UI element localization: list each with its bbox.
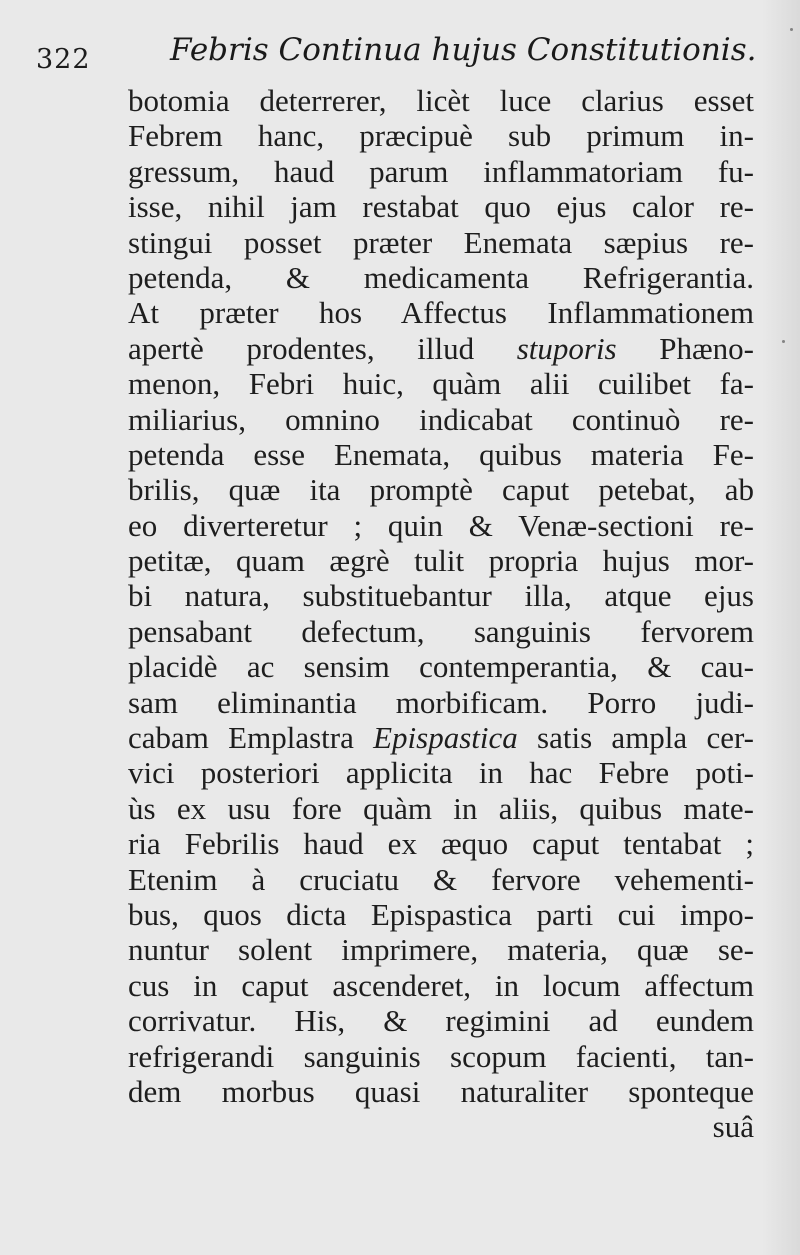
body-text	[128, 83, 754, 1145]
text-line	[128, 578, 754, 613]
text-segment: sam eliminantia morbificam. Porro judi-	[128, 684, 754, 720]
text-segment: miliarius, omnino indicabat continuò re-	[128, 401, 754, 437]
text-segment: gressum, haud parum inflammatoriam fu-	[128, 153, 754, 189]
text-line	[128, 1074, 754, 1109]
text-segment: cus in caput ascenderet, in locum affectum	[128, 967, 754, 1003]
italic-term: stuporis	[516, 330, 617, 366]
text-line	[128, 755, 754, 790]
text-line	[128, 366, 754, 401]
text-line	[128, 685, 754, 720]
text-segment: corrivatur. His, & regimini ad eundem	[128, 1003, 754, 1039]
text-line	[128, 791, 754, 826]
text-line	[128, 543, 754, 578]
text-segment: bi natura, substituebantur illa, atque ejus	[128, 578, 754, 614]
text-line	[128, 932, 754, 967]
text-segment: Febrem hanc, præcipuè sub primum in-	[128, 118, 754, 154]
text-line	[128, 260, 754, 295]
text-segment: suâ	[712, 1109, 754, 1145]
text-segment: brilis, quæ ita promptè caput petebat, ab	[128, 472, 754, 508]
text-segment: nuntur solent imprimere, materia, quæ se-	[128, 932, 754, 968]
running-head: Febris Continua hujus Constitutionis.	[170, 32, 757, 68]
text-segment: menon, Febri huic, quàm alii cuilibet fa-	[128, 366, 754, 402]
italic-term: Epispastica	[373, 720, 518, 756]
text-segment: cabam Emplastra	[128, 720, 374, 756]
text-line	[128, 83, 754, 118]
text-line	[128, 437, 754, 472]
text-line	[128, 897, 754, 932]
text-line	[128, 295, 754, 330]
text-segment: petenda esse Enemata, quibus materia Fe-	[128, 436, 754, 472]
text-line	[128, 826, 754, 861]
page-number: 322	[36, 44, 91, 75]
text-line	[128, 1109, 754, 1144]
text-line	[128, 508, 754, 543]
text-line	[128, 472, 754, 507]
text-segment: refrigerandi sanguinis scopum facienti, tan-	[128, 1038, 754, 1074]
text-segment: satis ampla cer-	[517, 720, 754, 756]
text-segment: At præter hos Affectus Inflammationem	[128, 295, 754, 331]
text-segment: pensabant defectum, sanguinis fervorem	[128, 613, 754, 649]
text-segment: botomia deterrerer, licèt luce clarius esset	[128, 83, 754, 118]
text-line	[128, 189, 754, 224]
text-segment: dem morbus quasi naturaliter sponteque	[128, 1073, 754, 1109]
text-segment: ùs ex usu fore quàm in aliis, quibus mate-	[128, 790, 754, 826]
text-line	[128, 862, 754, 897]
page-edge-shadow	[762, 0, 800, 1255]
text-line	[128, 1039, 754, 1074]
text-line	[128, 225, 754, 260]
text-segment: Phæno-	[616, 330, 754, 366]
text-segment: isse, nihil jam restabat quo ejus calor re-	[128, 189, 754, 225]
text-line	[128, 331, 754, 366]
text-segment: petitæ, quam ægrè tulit propria hujus mor-	[128, 543, 754, 579]
text-segment: apertè prodentes, illud	[128, 330, 517, 366]
text-segment: ria Febrilis haud ex æquo caput tentabat ;	[128, 826, 754, 862]
text-segment: Etenim à cruciatu & fervore vehementi-	[128, 861, 754, 897]
ink-speck	[782, 340, 785, 343]
text-segment: stingui posset præter Enemata sæpius re-	[128, 224, 754, 260]
text-line	[128, 968, 754, 1003]
text-line	[128, 649, 754, 684]
text-segment: bus, quos dicta Epispastica parti cui impo-	[128, 896, 754, 932]
text-line	[128, 720, 754, 755]
text-segment: placidè ac sensim contemperantia, & cau-	[128, 649, 754, 685]
text-line	[128, 118, 754, 153]
ink-speck	[790, 28, 793, 31]
text-line	[128, 402, 754, 437]
text-segment: petenda, & medicamenta Refrigerantia.	[128, 259, 754, 295]
text-line	[128, 154, 754, 189]
text-line	[128, 614, 754, 649]
text-segment: eo diverteretur ; quin & Venæ-sectioni re-	[128, 507, 754, 543]
text-segment: vici posteriori applicita in hac Febre poti-	[128, 755, 754, 791]
page-header	[0, 30, 800, 80]
text-line	[128, 1003, 754, 1038]
